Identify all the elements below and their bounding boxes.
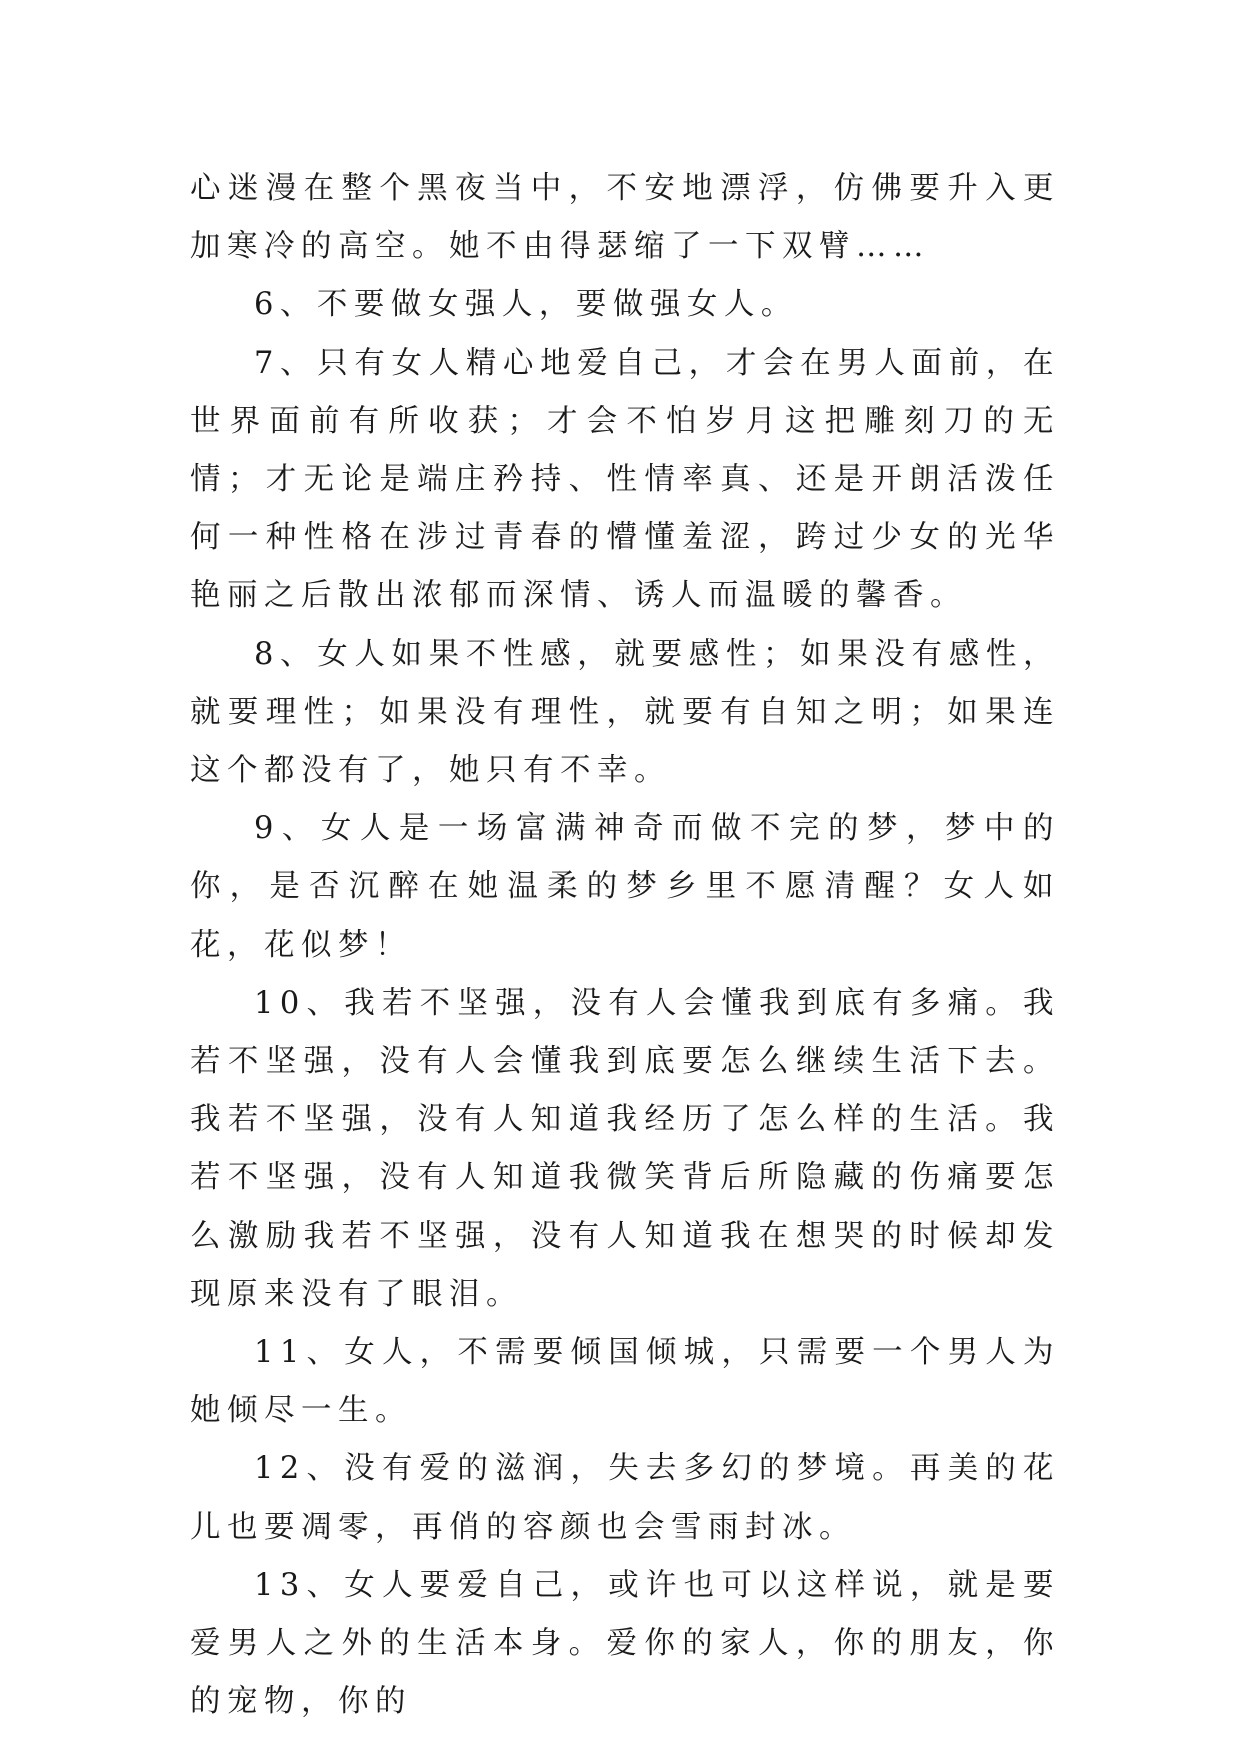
paragraph-12: 12、没有爱的滋润，失去多幻的梦境。再美的花儿也要凋零，再俏的容颜也会雪雨封冰。 <box>190 1451 1060 1545</box>
paragraph-11: 11、女人，不需要倾国倾城，只需要一个男人为她倾尽一生。 <box>190 1335 1060 1429</box>
document-body <box>190 160 1060 1731</box>
paragraph-continued: 心迷漫在整个黑夜当中，不安地漂浮，仿佛要升入更加寒冷的高空。她不由得瑟缩了一下双臂…… <box>190 171 1060 265</box>
paragraph-8: 8、女人如果不性感，就要感性；如果没有感性，就要理性；如果没有理性，就要有自知之明；如果连这个都没有了，她只有不幸。 <box>190 636 1060 789</box>
paragraph-9: 9、女人是一场富满神奇而做不完的梦，梦中的你，是否沉醉在她温柔的梦乡里不愿清醒？女人如花，花似梦！ <box>190 811 1060 963</box>
paragraph-6: 6、不要做女强人，要做强女人。 <box>254 287 798 323</box>
paragraph-13: 13、女人要爱自己，或许也可以这样说，就是要爱男人之外的生活本身。爱你的家人，你的朋友，你的宠物，你的 <box>190 1567 1060 1720</box>
paragraph-7: 7、只有女人精心地爱自己，才会在男人面前，在世界面前有所收获；才会不怕岁月这把雕刻刀的无情；才无论是端庄矜持、性情率真、还是开朗活泼任何一种性格在涉过青春的懵懂羞涩，跨过少女的光华艳丽之后散出浓郁而深情、诱人而温暖的馨香。 <box>190 345 1060 614</box>
paragraph-10: 10、我若不坚强，没有人会懂我到底有多痛。我若不坚强，没有人会懂我到底要怎么继续生活下去。我若不坚强，没有人知道我经历了怎么样的生活。我若不坚强，没有人知道我微笑背后所隐藏的伤痛要怎么激励我若不坚强，没有人知道我在想哭的时候却发现原来没有了眼泪。 <box>190 985 1060 1312</box>
